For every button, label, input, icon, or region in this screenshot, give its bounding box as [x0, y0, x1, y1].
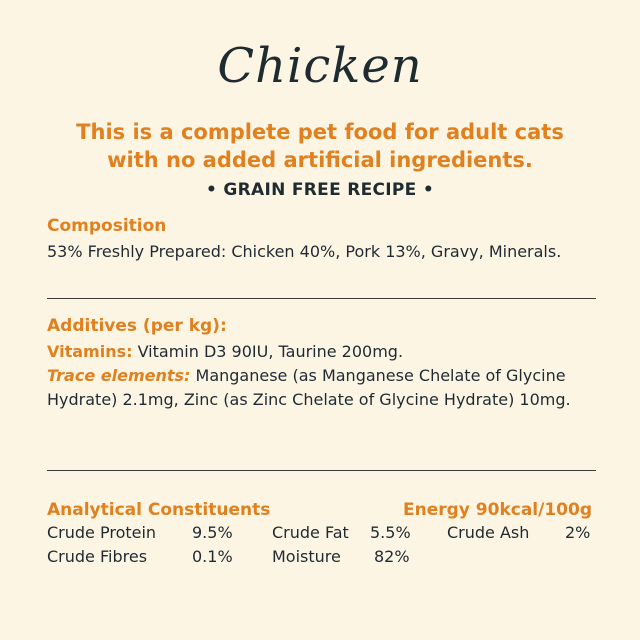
composition-text: 53% Freshly Prepared: Chicken 40%, Pork 13%, Gravy, Minerals.: [47, 242, 562, 261]
page-title: Chicken: [217, 38, 423, 94]
constituent-name: Crude Ash: [447, 523, 530, 542]
constituent-name: Crude Fibres: [47, 547, 148, 566]
constituent-name: Crude Protein: [47, 523, 157, 542]
analytical-heading: Analytical Constituents: [47, 500, 271, 520]
divider-2: [47, 470, 596, 471]
composition-heading: Composition: [47, 216, 167, 236]
constituent-value: 5.5%: [370, 523, 411, 542]
additives-heading: Additives (per kg):: [47, 316, 227, 336]
constituent-value: 82%: [374, 547, 410, 566]
constituent-value: 0.1%: [192, 547, 233, 566]
trace-elements-text: [47, 364, 597, 412]
trace-elements-value: Manganese (as Manganese Chelate of Glycine Hydrate) 2.1mg, Zinc (as Zinc Chelate of Glycine Hydrate) 10mg.: [47, 366, 571, 409]
constituent-name: Crude Fat: [272, 523, 349, 542]
energy-value: Energy 90kcal/100g: [402, 500, 592, 520]
trace-elements-label: Trace elements:: [47, 366, 191, 385]
subtitle: This is a complete pet food for adult cats with no added artificial ingredients.: [76, 120, 564, 172]
vitamins-line: [47, 340, 597, 364]
constituent-value: 9.5%: [192, 523, 233, 542]
vitamins-label: Vitamins:: [47, 342, 133, 361]
divider-1: [47, 298, 596, 299]
vitamins-text: Vitamin D3 90IU, Taurine 200mg.: [132, 342, 404, 361]
grain-free-tagline: • GRAIN FREE RECIPE •: [206, 180, 434, 200]
constituent-value: 2%: [565, 523, 591, 542]
constituent-name: Moisture: [272, 547, 341, 566]
